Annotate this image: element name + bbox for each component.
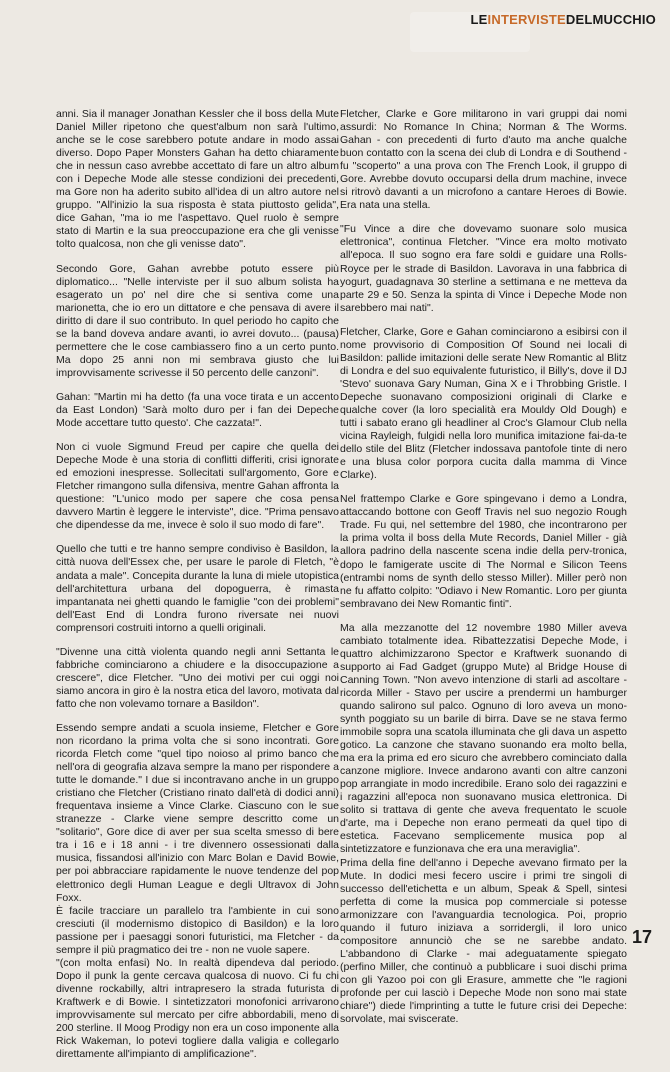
header-prefix: LE	[470, 12, 488, 27]
paragraph: Fletcher, Clarke, Gore e Gahan cominciarono a esibirsi con il nome provvisorio di Composition Of Sound nei locali di Basildon: pallide imitazioni delle serate New Romantic al Blitz di Londra e del suo equivalente futuristico, il Billy's, dove il DJ 'Stevo' suonava Gary Numan, Gina X e i Throbbing Gristle. I Depeche suonavano composizioni originali di Clarke e qualche cover (la loro specialità era Mouldy Old Dough) e tutti i sabato erano gli headliner al Croc's Glamour Club nella vicina Rayleigh, fulgidi nella loro munifica imitazione fai-da-te dello stile del Blitz (Fletcher indossava pantofole tinte di nero e una blusa color porpora cucita dalla mamma di Vince Clarke).	[340, 325, 627, 482]
paragraph: Essendo sempre andati a scuola insieme, Fletcher e Gore non ricordano la prima volta che si sono incontrati. Gore ricorda Fletch come "quel tipo noioso al primo banco che nell'ora di geografia alzava sempre la mano per rispondere a tutte le domande." I due si incontravano anche in un gruppo cristiano che Fletcher (Cristiano rinato dall'età di dodici anni) frequentava insieme a Vince Clarke. Ciascuno con le sue stranezze - Clarke viene sempre descritto come un "solitario", Gore dice di aver per sua scelta smesso di bere tra i 16 e i 18 anni - i tre divennero ossessionati dalla musica, fissandosi all'inizio con Marc Bolan e David Bowie, per poi abbracciare rapidamente le nuove tendenze del pop elettronico degli Human League e degli Ultravox di John Foxx.	[56, 721, 339, 904]
right-column	[340, 108, 627, 1037]
header-suffix: DELMUCCHIO	[565, 12, 656, 27]
section-header	[471, 12, 656, 27]
left-column	[56, 108, 339, 1072]
paragraph: Secondo Gore, Gahan avrebbe potuto essere più diplomatico... "Nelle interviste per il suo album solista ha esagerato un po' nel dire che si sentiva come una marionetta, che io ero un dittatore e che pensava di avere il diritto di dare il suo contributo. In quel periodo ho capito che se la band doveva andare avanti, io avrei dovuto... (pausa) permettere che le cose cambiassero fino a un certo punto. Ma dopo 25 anni non mi sembrava giusto che lui improvvisamente scrivesse il 50 percento delle canzoni".	[56, 262, 339, 379]
header-highlight: INTERVISTE	[487, 12, 566, 27]
paragraph: Prima della fine dell'anno i Depeche avevano firmato per la Mute. In dodici mesi fecero uscire i primi tre singoli di successo dell'etichetta e un album, Speak & Spell, sintesi perfetta di come la musica pop commerciale si potesse armonizzare con l'avanguardia tecnologica. Poi, proprio quando il futuro iniziava a sorridergli, il loro unico compositore annunciò che se ne sarebbe andato. L'abbandono di Clarke - mai adeguatamente spiegato (perfino Miller, che continuò a pubblicare i suoi dischi prima con gli Yazoo poi con gli Erasure, ammette che "le ragioni profonde per cui lasciò i Depeche Mode non sono mai state chiare") diede l'imprinting a tutte le future crisi dei Depeche: sorvolate, mai sviscerate.	[340, 856, 627, 1026]
paragraph: Fletcher, Clarke e Gore militarono in vari gruppi dai nomi assurdi: No Romance In China; Norman & The Worms. Gahan - con precedenti di furto d'auto ma anche qualche buon contatto con la scena dei club di Londra e di Southend - fu "scoperto" a una prova con The French Look, il gruppo di Gore. Avrebbe dovuto occuparsi della drum machine, invece si ritrovò davanti a un microfono a cantare Heroes di Bowie. Era nata una stella.	[340, 108, 627, 212]
paragraph: Non ci vuole Sigmund Freud per capire che quella dei Depeche Mode è una storia di conflitti differiti, crisi ignorate ed emozioni inespresse. Sollecitati sull'argomento, Gore e Fletcher rimangono sulla difensiva, mentre Gahan affronta la questione: "L'unico modo per sapere che cosa pensa davvero Martin è leggere le interviste", dice. "Prima pensavo che dipendesse da me, invece è solo il suo modo di fare".	[56, 441, 339, 532]
paragraph: "Divenne una città violenta quando negli anni Settanta le fabbriche cominciarono a chiudere e la disoccupazione a crescere", dice Fletcher. "Uno dei motivi per cui oggi noi siamo ancora in giro è la nostra etica del lavoro, motivata dal fatto che non volevamo tornare a Basildon".	[56, 645, 339, 710]
paragraph: È facile tracciare un parallelo tra l'ambiente in cui sono cresciuti (il modernismo distopico di Basildon) e la loro passione per i paesaggi sonori futuristici, ma Fletcher - da sempre il più pragmatico dei tre - non ne vuole sapere.	[56, 904, 339, 956]
paragraph: anni. Sia il manager Jonathan Kessler che il boss della Mute Daniel Miller ripetono che quest'album non sarà l'ultimo, anche se le cose sarebbero potute andare in modo assai diverso. Dopo Paper Monsters Gahan ha detto chiaramente che in nessun caso avrebbe accettato di fare un altro album con i Depeche Mode alle stesse condizioni dei precedenti, ma Gore non ha aderito subito all'idea di un altro autore nel gruppo. "All'inizio la sua risposta è stata piuttosto gelida", dice Gahan, "ma io me l'aspettavo. Quel ruolo è sempre stato di Martin e la sua preoccupazione era che gli venisse tolto qualcosa, non che gli venisse dato".	[56, 108, 339, 251]
paragraph: Nel frattempo Clarke e Gore spingevano i demo a Londra, attaccando bottone con Geoff Travis nel suo negozio Rough Trade. Fu qui, nel settembre del 1980, che incontrarono per la prima volta il boss della Mute Records, Daniel Miller - già allora padrino della nascente scena indie della perv-tronica, dopo le famigerate uscite di The Normal e Silicon Teens (entrambi noms de synth dello stesso Miller). Miller però non ne fu affatto colpito: "Odiavo i New Romantic. Loro per giunta sembravano dei New Romantic finti".	[340, 493, 627, 610]
paragraph: Quello che tutti e tre hanno sempre condiviso è Basildon, la città nuova dell'Essex che, per usare le parole di Fletch, "è andata a male". Concepita durante la luna di miele utopistica dell'architettura urbana del dopoguerra, è rimasta impantanata nei ghetti quando le famiglie "con dei problemi" dell'East End di Londra furono riversate nei nuovi comprensori costruiti intorno a quelli originali.	[56, 543, 339, 634]
page-number: 17	[631, 927, 652, 947]
paragraph: "Fu Vince a dire che dovevamo suonare solo musica elettronica", continua Fletcher. "Vince era molto motivato all'epoca. Il suo sogno era fare soldi e guidare una Rolls-Royce per le strade di Basildon. Lavorava in una fabbrica di yogurt, guadagnava 30 sterline a settimana e ne metteva da parte 29 e 50. Senza la spinta di Vince i Depeche Mode non sarebbero mai nati".	[340, 223, 627, 314]
paragraph: "(con molta enfasi) No. In realtà dipendeva dal periodo. Dopo il punk la gente cercava qualcosa di nuovo. Ci fu chi divenne rockabilly, altri intrapresero la strada futurista di Kraftwerk e di Bowie. I sintetizzatori monofonici arrivarono improvvisamente sul mercato per cifre abbordabili, meno di 200 sterline. Il Moog Prodigy non era un coso imponente alla Rick Wakeman, lo potevi togliere dalla valigia e collegarlo direttamente all'impianto di amplificazione".	[56, 956, 339, 1061]
paragraph: Gahan: "Martin mi ha detto (fa una voce tirata e un accento da East London) 'Sarà molto duro per i fan dei Depeche Mode accettare tutto questo'. Che cazzata!".	[56, 390, 339, 430]
paragraph: Ma alla mezzanotte del 12 novembre 1980 Miller aveva cambiato totalmente idea. Ribattezzatisi Depeche Mode, i quattro alchimizzarono Spector e Kraftwerk suonando di supporto ai Fad Gadget (gruppo Mute) al Bridge House di Canning Town. "Non avevo intenzione di starli ad ascoltare - ricorda Miller - Stavo per uscire a prendermi un hamburger quando salirono sul palco. Ognuno di loro aveva un mono-synth poggiato su un barile di birra. Dave se ne stava fermo immobile sopra una scatola illuminata che gli dava un aspetto gotico. La canzone che stavano suonando era molto bella, ma era la prima ed ero sicuro che avrebbero cominciato dalla canzone migliore. Invece andarono avanti con altre canzoni pop arrangiate in modo incredibile. Erano solo dei ragazzini e i ragazzini all'epoca non suonavano musica elettronica. Di solito si trattava di gente che aveva frequentato le scuole d'arte, ma i Depeche non erano permeati da quel tipo di estetica. Facevano semplicemente musica pop al sintetizzatore e funzionava che era una meraviglia".	[340, 621, 627, 856]
